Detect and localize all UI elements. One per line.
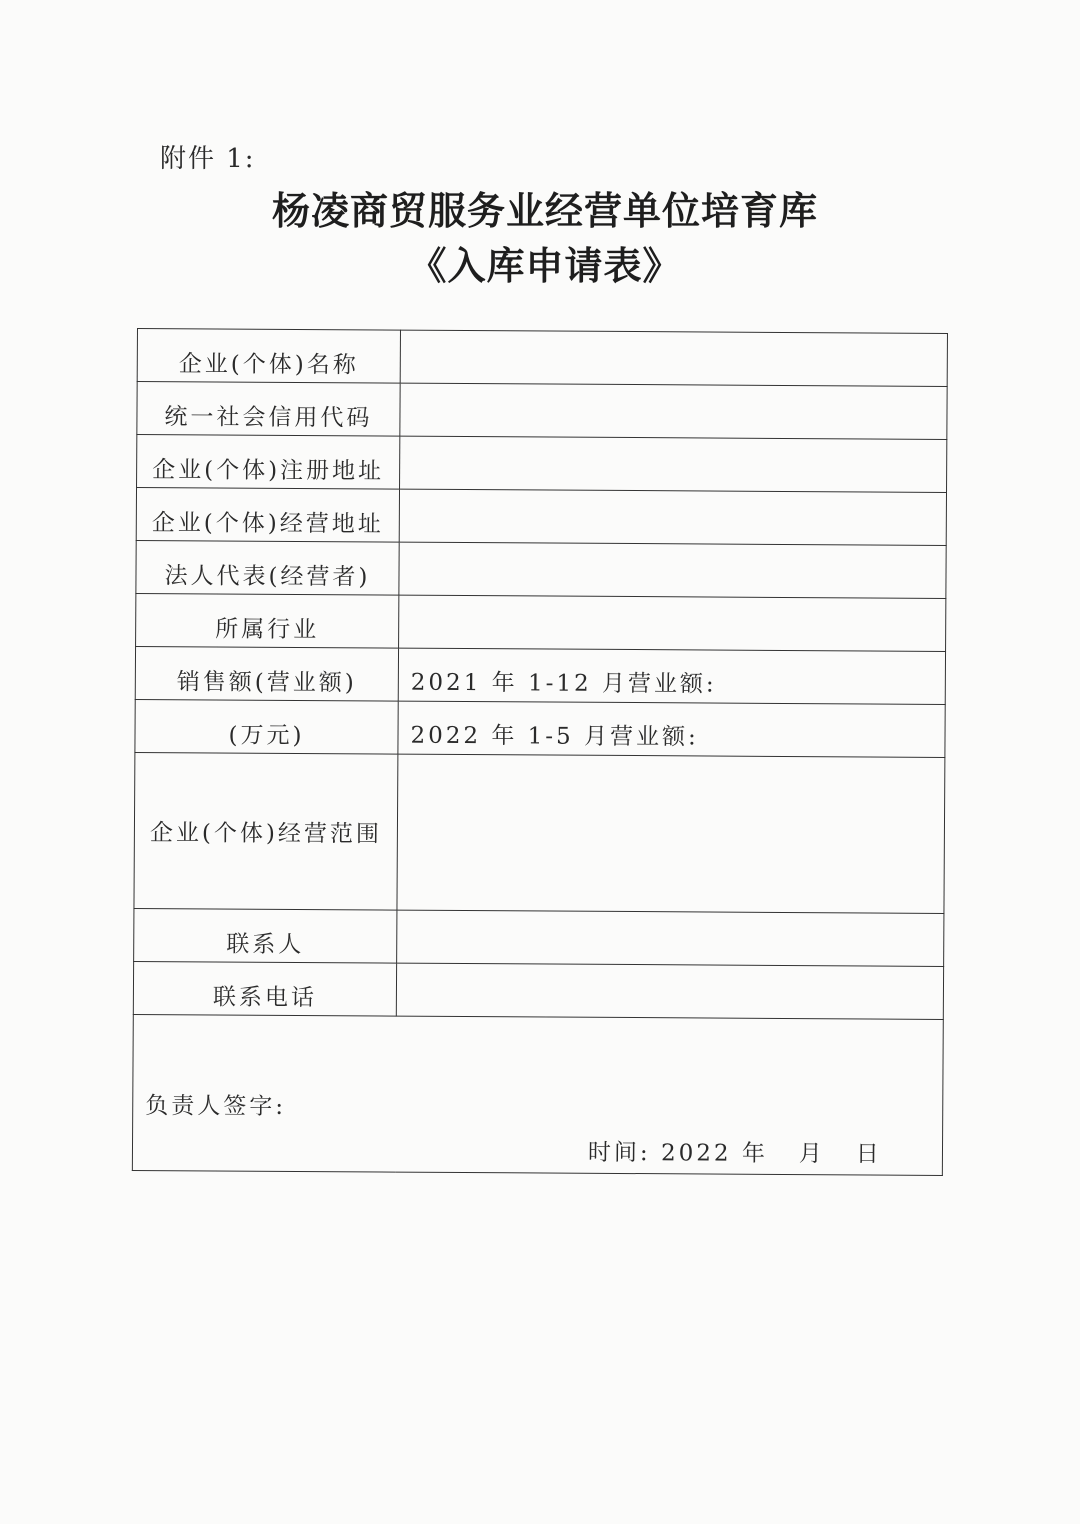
company-name-field[interactable] [400, 330, 947, 386]
attachment-label: 附件 1: [160, 144, 256, 174]
application-form-table [132, 328, 948, 1176]
business-address-field[interactable] [399, 489, 946, 545]
table-row [133, 961, 943, 1019]
table-row [137, 435, 947, 493]
table-row [135, 699, 945, 757]
sales-label-line1: 销售额(营业额) [135, 646, 398, 701]
table-row [134, 908, 944, 966]
business-scope-field[interactable] [397, 754, 945, 913]
sales-2022-field[interactable]: 2022 年 1-5 月营业额: [398, 701, 945, 757]
sales-2021-field[interactable]: 2021 年 1-12 月营业额: [398, 648, 945, 704]
table-row [137, 329, 947, 387]
table-row [136, 540, 946, 598]
credit-code-field[interactable] [400, 383, 947, 439]
table-row [136, 593, 946, 651]
contact-phone-label: 联系电话 [133, 961, 396, 1016]
registered-address-label: 企业(个体)注册地址 [137, 435, 400, 490]
contact-person-field[interactable] [397, 910, 944, 966]
contact-phone-field[interactable] [396, 963, 943, 1019]
signature-date: 时间: 2022 年 月 日 [587, 1139, 882, 1168]
registered-address-field[interactable] [400, 436, 947, 492]
table-row [132, 1014, 943, 1175]
form-subtitle: 《入库申请表》 [408, 244, 682, 288]
sales-label-line2: (万元) [135, 699, 398, 754]
contact-person-label: 联系人 [134, 908, 397, 963]
industry-field[interactable] [399, 595, 946, 651]
table-row [136, 488, 946, 546]
business-address-label: 企业(个体)经营地址 [136, 488, 399, 543]
signature-area[interactable] [132, 1014, 943, 1175]
signature-label: 负责人签字: [145, 1093, 287, 1120]
company-name-label: 企业(个体)名称 [137, 329, 400, 384]
business-scope-label: 企业(个体)经营范围 [134, 752, 398, 910]
table-row [137, 382, 947, 440]
table-row [134, 752, 945, 913]
legal-representative-label: 法人代表(经营者) [136, 540, 399, 595]
form-title: 杨凌商贸服务业经营单位培育库 [271, 189, 818, 233]
legal-representative-field[interactable] [399, 542, 946, 598]
credit-code-label: 统一社会信用代码 [137, 382, 400, 437]
table-row [135, 646, 945, 704]
industry-label: 所属行业 [136, 593, 399, 648]
